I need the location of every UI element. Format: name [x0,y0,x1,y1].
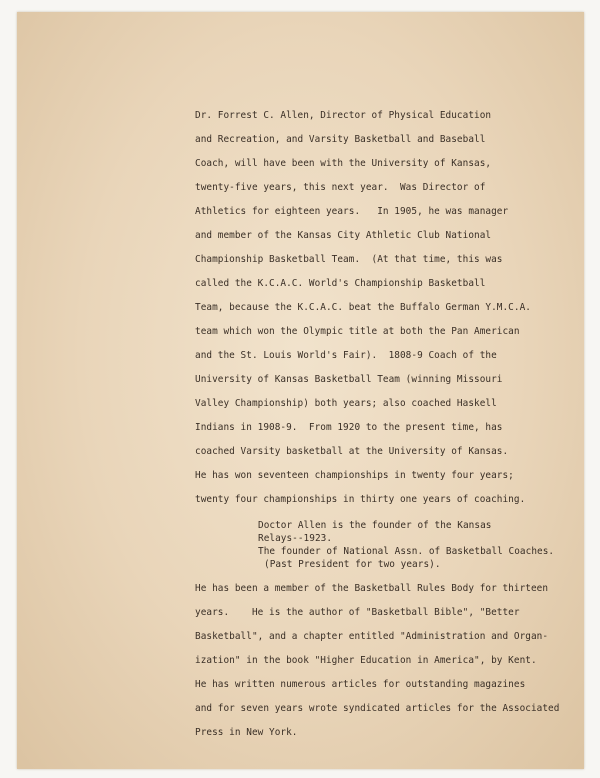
indented-line: Relays--1923. [258,533,333,544]
paragraph1-line: twenty four championships in thirty one years of coaching. [195,494,526,505]
paragraph1-line: Valley Championship) both years; also coached Haskell [195,398,497,409]
paragraph1-line: University of Kansas Basketball Team (winning Missouri [195,374,503,385]
paragraph1-line: called the K.C.A.C. World's Championship Basketball [195,278,486,289]
indented-line: The founder of National Assn. of Basketball Coaches. [258,546,555,557]
paragraph2-line: ization" in the book "Higher Education in America", by Kent. [195,655,537,666]
paragraph1-line: Team, because the K.C.A.C. beat the Buffalo German Y.M.C.A. [195,302,531,313]
paragraph1-line: Championship Basketball Team. (At that time, this was [195,254,503,265]
paragraph1-line: twenty-five years, this next year. Was Director of [195,182,486,193]
paragraph1-line: and the St. Louis World's Fair). 1808-9 Coach of the [195,350,497,361]
paragraph2-line: Press in New York. [195,727,298,738]
paragraph1-line: coached Varsity basketball at the University of Kansas. [195,446,509,457]
paragraph2-line: and for seven years wrote syndicated articles for the Associated [195,703,560,714]
paragraph1-line: and Recreation, and Varsity Basketball and Baseball [195,134,486,145]
indented-line: (Past President for two years). [264,559,441,570]
paragraph1-line: Athletics for eighteen years. In 1905, he was manager [195,206,509,217]
paragraph2-line: Basketball", and a chapter entitled "Administration and Organ- [195,631,549,642]
paragraph2-line: years. He is the author of "Basketball Bible", "Better [195,607,520,618]
paragraph1-line: Dr. Forrest C. Allen, Director of Physical Education [195,110,492,121]
paragraph2-line: He has written numerous articles for outstanding magazines [195,679,526,690]
paragraph1-line: Indians in 1908-9. From 1920 to the present time, has [195,422,503,433]
paragraph1-line: He has won seventeen championships in twenty four years; [195,470,514,481]
indented-line: Doctor Allen is the founder of the Kansas [258,520,492,531]
paragraph2-line: He has been a member of the Basketball Rules Body for thirteen [195,583,549,594]
paragraph1-line: and member of the Kansas City Athletic Club National [195,230,492,241]
paragraph1-line: team which won the Olympic title at both the Pan American [195,326,520,337]
paragraph1-line: Coach, will have been with the University of Kansas, [195,158,492,169]
